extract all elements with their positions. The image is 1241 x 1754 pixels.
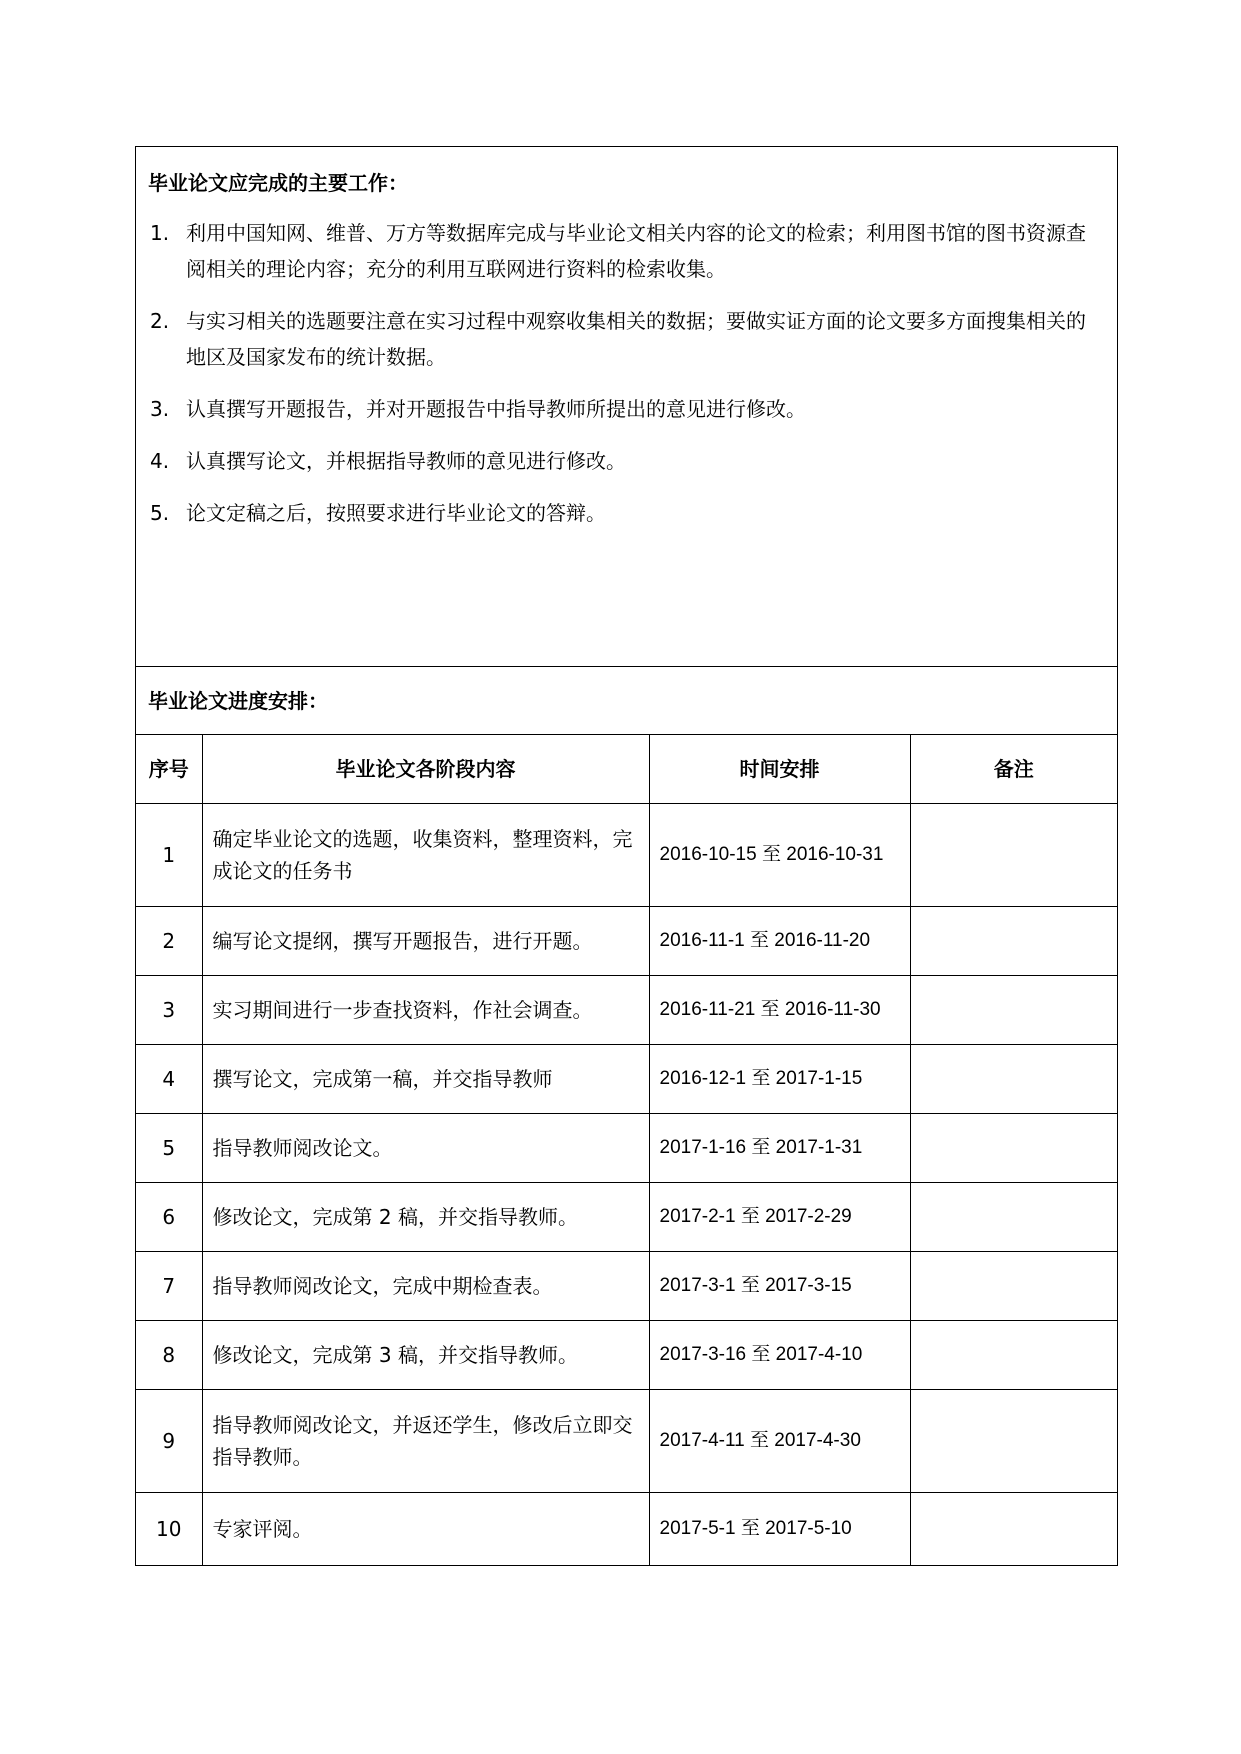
row-note [910, 1390, 1117, 1493]
row-note [910, 976, 1117, 1045]
row-no: 2 [136, 907, 202, 976]
main-work-section [136, 147, 1117, 667]
row-time: 2016-11-1 至 2016-11-20 [649, 907, 910, 976]
task-form-sheet [135, 146, 1118, 1566]
row-time: 2017-1-16 至 2017-1-31 [649, 1114, 910, 1183]
list-item-number: 1. [150, 221, 170, 245]
row-time: 2017-3-16 至 2017-4-10 [649, 1321, 910, 1390]
header-note: 备注 [910, 735, 1117, 804]
header-content: 毕业论文各阶段内容 [202, 735, 649, 804]
row-content: 撰写论文，完成第一稿，并交指导教师 [202, 1045, 649, 1114]
list-item-number: 3. [150, 397, 170, 421]
row-no: 8 [136, 1321, 202, 1390]
list-item [148, 391, 1105, 427]
row-time: 2017-4-11 至 2017-4-30 [649, 1390, 910, 1493]
row-no: 7 [136, 1252, 202, 1321]
list-item-text: 与实习相关的选题要注意在实习过程中观察收集相关的数据；要做实证方面的论文要多方面搜集相关的地区及国家发布的统计数据。 [186, 309, 1086, 369]
row-no: 5 [136, 1114, 202, 1183]
row-time: 2016-11-21 至 2016-11-30 [649, 976, 910, 1045]
row-time: 2016-12-1 至 2017-1-15 [649, 1045, 910, 1114]
row-note [910, 1252, 1117, 1321]
row-note [910, 907, 1117, 976]
main-work-title: 毕业论文应完成的主要工作： [148, 171, 408, 195]
table-row [136, 1390, 1117, 1493]
table-row [136, 1114, 1117, 1183]
row-no: 3 [136, 976, 202, 1045]
table-row [136, 976, 1117, 1045]
schedule-title: 毕业论文进度安排： [148, 688, 328, 713]
list-item-text: 利用中国知网、维普、万方等数据库完成与毕业论文相关内容的论文的检索；利用图书馆的图书资源查阅相关的理论内容；充分的利用互联网进行资料的检索收集。 [186, 221, 1086, 281]
table-header-row [136, 735, 1117, 804]
list-item-number: 4. [150, 449, 170, 473]
table-row [136, 1183, 1117, 1252]
list-item [148, 303, 1105, 375]
row-content: 确定毕业论文的选题，收集资料，整理资料，完成论文的任务书 [202, 804, 649, 907]
table-row [136, 1252, 1117, 1321]
table-row [136, 1321, 1117, 1390]
row-time: 2017-3-1 至 2017-3-15 [649, 1252, 910, 1321]
row-no: 6 [136, 1183, 202, 1252]
schedule-table [136, 735, 1117, 1565]
list-item [148, 215, 1105, 287]
row-note [910, 1114, 1117, 1183]
list-item-number: 5. [150, 501, 170, 525]
table-row [136, 1045, 1117, 1114]
list-item [148, 495, 1105, 531]
list-item [148, 443, 1105, 479]
row-content: 指导教师阅改论文，完成中期检查表。 [202, 1252, 649, 1321]
list-item-text: 论文定稿之后，按照要求进行毕业论文的答辩。 [186, 501, 606, 525]
row-note [910, 1493, 1117, 1566]
row-time: 2017-5-1 至 2017-5-10 [649, 1493, 910, 1566]
row-time: 2017-2-1 至 2017-2-29 [649, 1183, 910, 1252]
row-content: 实习期间进行一步查找资料，作社会调查。 [202, 976, 649, 1045]
list-item-number: 2. [150, 309, 170, 333]
row-note [910, 1321, 1117, 1390]
header-time: 时间安排 [649, 735, 910, 804]
row-no: 10 [136, 1493, 202, 1566]
row-no: 9 [136, 1390, 202, 1493]
row-content: 指导教师阅改论文，并返还学生，修改后立即交指导教师。 [202, 1390, 649, 1493]
row-content: 编写论文提纲，撰写开题报告，进行开题。 [202, 907, 649, 976]
row-note [910, 1183, 1117, 1252]
row-note [910, 804, 1117, 907]
row-content: 修改论文，完成第 3 稿，并交指导教师。 [202, 1321, 649, 1390]
header-no: 序号 [136, 735, 202, 804]
main-work-list [148, 215, 1105, 531]
table-row [136, 1493, 1117, 1566]
row-content: 修改论文，完成第 2 稿，并交指导教师。 [202, 1183, 649, 1252]
row-no: 1 [136, 804, 202, 907]
list-item-text: 认真撰写论文，并根据指导教师的意见进行修改。 [186, 449, 626, 473]
row-note [910, 1045, 1117, 1114]
list-item-text: 认真撰写开题报告，并对开题报告中指导教师所提出的意见进行修改。 [186, 397, 806, 421]
table-row [136, 804, 1117, 907]
row-content: 指导教师阅改论文。 [202, 1114, 649, 1183]
table-row [136, 907, 1117, 976]
row-time: 2016-10-15 至 2016-10-31 [649, 804, 910, 907]
row-no: 4 [136, 1045, 202, 1114]
row-content: 专家评阅。 [202, 1493, 649, 1566]
schedule-title-row [136, 667, 1117, 735]
